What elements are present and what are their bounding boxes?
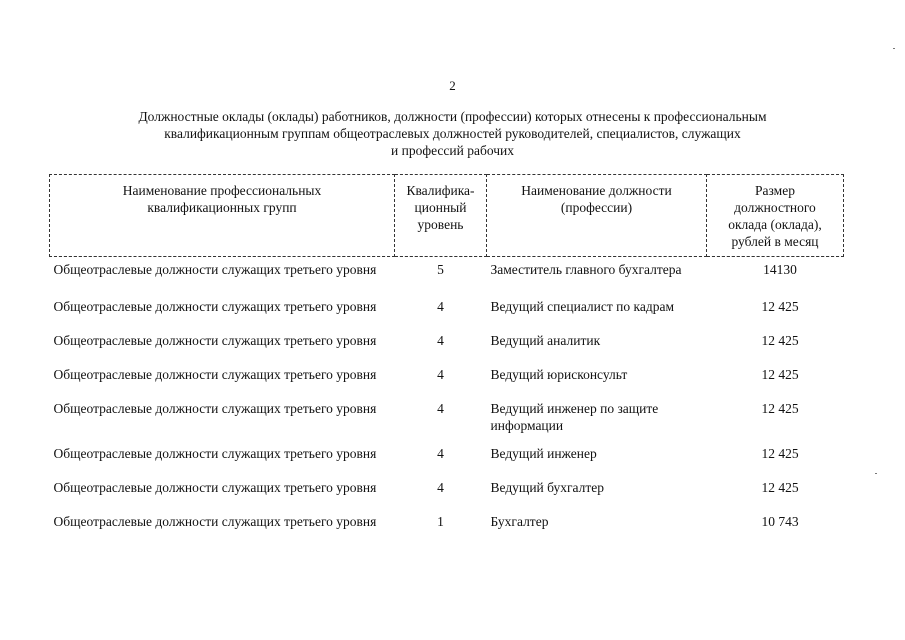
cell-level: 4 <box>437 298 444 314</box>
table-row <box>50 438 844 472</box>
table-row <box>50 472 844 506</box>
cell-salary: 12 425 <box>761 479 799 495</box>
cell-group: Общеотраслевые должности служащих третьего уровня <box>53 445 377 461</box>
cell-group: Общеотраслевые должности служащих третьего уровня <box>53 332 377 348</box>
cell-position: Ведущий бухгалтер <box>490 479 605 495</box>
cell-group: Общеотраслевые должности служащих третьего уровня <box>53 513 377 529</box>
cell-level: 4 <box>437 332 444 348</box>
header-salary: Размер должностного оклада (оклада), рублей в месяц <box>707 175 844 257</box>
title-line: квалификационным группам общеотраслевых должностей руководителей, специалистов, служащих <box>164 126 741 141</box>
table-header-row <box>50 175 844 257</box>
cell-group: Общеотраслевые должности служащих третьего уровня <box>53 479 377 495</box>
cell-group: Общеотраслевые должности служащих третьего уровня <box>53 262 377 277</box>
cell-salary: 12 425 <box>761 445 799 461</box>
cell-position: Бухгалтер <box>490 513 549 529</box>
cell-salary: 12 425 <box>761 332 799 348</box>
header-level: Квалифика- ционный уровень <box>395 175 487 257</box>
table-row <box>50 506 844 540</box>
cell-level: 5 <box>437 262 444 277</box>
title-line: и профессий рабочих <box>391 143 514 158</box>
cell-position: Ведущий инженер по защите информации <box>490 400 659 433</box>
cell-salary: 10 743 <box>761 513 799 529</box>
cell-level: 4 <box>437 400 444 416</box>
scan-speck <box>893 48 895 49</box>
cell-salary: 12 425 <box>761 366 799 382</box>
cell-group: Общеотраслевые должности служащих третьего уровня <box>53 400 377 416</box>
cell-position: Ведущий аналитик <box>490 332 601 348</box>
document-title <box>60 108 845 159</box>
title-line: Должностные оклады (оклады) работников, должности (профессии) которых отнесены к профессиональным <box>138 109 767 124</box>
table-row <box>50 325 844 359</box>
cell-salary: 12 425 <box>761 400 799 416</box>
cell-level: 1 <box>437 513 444 529</box>
cell-group: Общеотраслевые должности служащих третьего уровня <box>53 366 377 382</box>
page-number: 2 <box>449 78 456 93</box>
header-position: Наименование должности (профессии) <box>487 175 707 257</box>
salary-table <box>49 174 844 540</box>
table-row <box>50 393 844 438</box>
cell-level: 4 <box>437 366 444 382</box>
cell-salary: 12 425 <box>761 298 799 314</box>
cell-position: Ведущий специалист по кадрам <box>490 298 675 314</box>
cell-group: Общеотраслевые должности служащих третьего уровня <box>53 298 377 314</box>
cell-position: Ведущий юрисконсульт <box>490 366 628 382</box>
cell-level: 4 <box>437 445 444 461</box>
header-group: Наименование профессиональных квалификационных групп <box>50 175 395 257</box>
table-row <box>50 291 844 325</box>
cell-position: Ведущий инженер <box>490 445 597 461</box>
table-row <box>50 359 844 393</box>
cell-salary: 14130 <box>763 262 797 277</box>
table-row <box>50 257 844 291</box>
cell-position: Заместитель главного бухгалтера <box>490 262 682 277</box>
cell-level: 4 <box>437 479 444 495</box>
scan-speck <box>875 473 877 474</box>
